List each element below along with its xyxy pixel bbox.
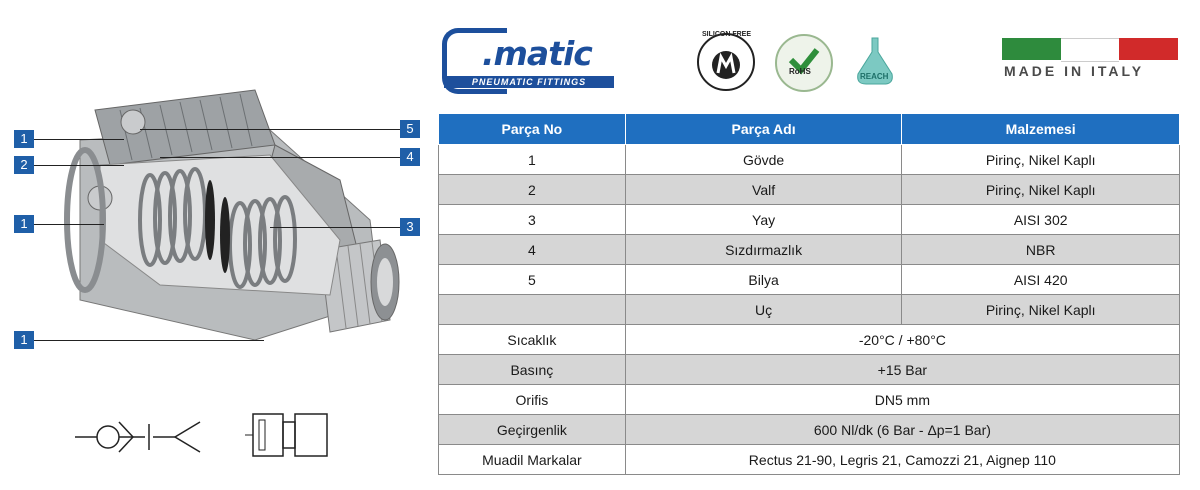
column-header-part-name: Parça Adı [625,114,902,145]
callout-box-2: 2 [14,156,34,174]
spec-row [439,445,1180,475]
callout-box-4: 4 [400,148,420,166]
leader-line [34,139,124,140]
rohs-check-icon [775,34,833,92]
part-no-cell: 3 [439,205,626,235]
brand-logo [438,20,620,92]
leader-line [34,165,124,166]
part-no-cell: 4 [439,235,626,265]
flag-red-band [1119,38,1178,60]
callout-box-5: 5 [400,120,420,138]
spec-value-cell: -20°C / +80°C [625,325,1179,355]
spec-row [439,385,1180,415]
leader-line [34,224,104,225]
flag-white-band [1061,38,1120,62]
spec-label-cell: Orifis [439,385,626,415]
brand-name: .matic [482,34,592,73]
silicon-free-icon [697,33,755,91]
part-no-cell: 5 [439,265,626,295]
material-cell: AISI 420 [902,265,1180,295]
spec-value-cell: DN5 mm [625,385,1179,415]
spec-label-cell: Sıcaklık [439,325,626,355]
spec-row [439,355,1180,385]
part-no-cell: 1 [439,145,626,175]
part-name-cell: Gövde [625,145,902,175]
pneumatic-coupling-symbol [75,410,215,465]
callout-box-1-mid: 1 [14,215,34,233]
reach-label: REACH [860,72,889,81]
material-cell: NBR [902,235,1180,265]
leader-line [34,340,264,341]
part-no-cell: 2 [439,175,626,205]
part-name-cell: Uç [625,295,902,325]
column-header-part-no: Parça No [439,114,626,145]
material-cell: Pirinç, Nikel Kaplı [902,295,1180,325]
spec-row [439,415,1180,445]
table-row [439,265,1180,295]
spec-label-cell: Basınç [439,355,626,385]
plug-outline-symbol [245,408,335,463]
specification-table [438,113,1180,475]
silicon-free-icon-glyph [699,35,753,89]
callout-box-1-bottom: 1 [14,331,34,349]
callout-box-1-top: 1 [14,130,34,148]
table-row [439,235,1180,265]
made-in-italy-label: MADE IN ITALY [1004,63,1145,79]
coupling-cutaway-drawing [40,70,420,370]
part-name-cell: Yay [625,205,902,235]
part-no-cell [439,295,626,325]
spec-row [439,325,1180,355]
rohs-check-glyph [777,36,831,90]
column-header-material: Malzemesi [902,114,1180,145]
table-row [439,145,1180,175]
material-cell: Pirinç, Nikel Kaplı [902,175,1180,205]
spec-value-cell: 600 Nl/dk (6 Bar - Δp=1 Bar) [625,415,1179,445]
material-cell: Pirinç, Nikel Kaplı [902,145,1180,175]
table-row [439,205,1180,235]
rohs-label: RoHS [789,67,811,76]
brand-tagline: PNEUMATIC FITTINGS [444,76,614,88]
spec-value-cell: Rectus 21-90, Legris 21, Camozzi 21, Aignep 110 [625,445,1179,475]
part-name-cell: Sızdırmazlık [625,235,902,265]
spec-label-cell: Muadil Markalar [439,445,626,475]
leader-line [140,129,400,130]
table-row [439,175,1180,205]
spec-label-cell: Geçirgenlik [439,415,626,445]
part-name-cell: Bilya [625,265,902,295]
material-cell: AISI 302 [902,205,1180,235]
spec-value-cell: +15 Bar [625,355,1179,385]
part-name-cell: Valf [625,175,902,205]
silicon-free-label: SILICON FREE [702,31,752,38]
leader-line [160,157,400,158]
table-row [439,295,1180,325]
italy-flag [1002,38,1178,60]
table-header-row [439,114,1180,145]
leader-line [270,227,400,228]
callout-box-3: 3 [400,218,420,236]
flag-green-band [1002,38,1061,60]
